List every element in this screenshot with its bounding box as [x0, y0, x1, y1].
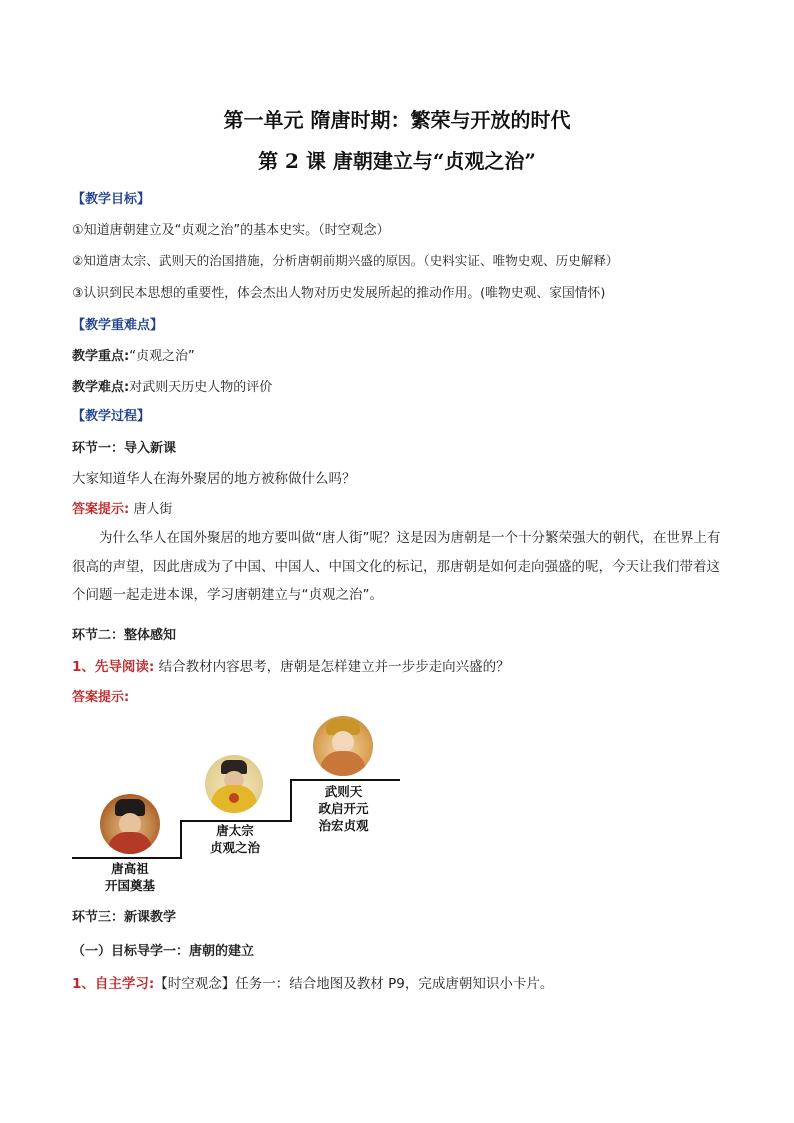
wu-zetian-portrait	[313, 716, 373, 776]
process-heading: 【教学过程】	[72, 409, 151, 424]
unit-title: 第一单元 隋唐时期：繁荣与开放的时代	[223, 108, 571, 132]
self-study-task	[72, 972, 553, 992]
wu-zetian-caption	[306, 783, 381, 834]
focus-label: 教学重点:	[72, 349, 130, 364]
task-text: 【时空观念】任务一：结合地图及教材 P9，完成唐朝知识小卡片。	[154, 976, 554, 992]
objective-item-3: ③认识到民本思想的重要性，体会杰出人物对历史发展所起的推动作用。(唯物史观、家国情怀)	[72, 286, 606, 301]
reading-label: 1、先导阅读:	[72, 659, 155, 675]
answer-hint-2: 答案提示:	[72, 690, 130, 705]
teaching-focus	[72, 345, 195, 364]
focus-text: “贞观之治”	[129, 349, 195, 364]
difficulty-text: 对武则天历史人物的评价	[129, 380, 273, 395]
goal1-heading: （一）目标导学一：唐朝的建立	[72, 944, 255, 959]
tang-gaozu-portrait	[100, 794, 160, 854]
key-points-heading: 【教学重难点】	[72, 318, 164, 333]
wu-zetian-note-2: 治宏贞观	[318, 818, 369, 833]
answer-label: 答案提示:	[72, 502, 130, 517]
objective-item-1: ①知道唐朝建立及“贞观之治”的基本史实。（时空观念）	[72, 223, 390, 238]
step3-heading: 环节三：新课教学	[72, 910, 177, 925]
task-label: 1、自主学习:	[72, 976, 155, 992]
teaching-difficulty	[72, 376, 272, 395]
tang-gaozu-caption	[94, 860, 166, 894]
difficulty-label: 教学难点:	[72, 380, 130, 395]
intro-question: 大家知道华人在海外聚居的地方被称做什么吗？	[72, 471, 356, 487]
tang-gaozu-note: 开国奠基	[104, 878, 155, 893]
objective-item-2: ②知道唐太宗、武则天的治国措施，分析唐朝前期兴盛的原因。（史料实证、唯物史观、历史解释）	[72, 253, 619, 268]
reading-text: 结合教材内容思考，唐朝是怎样建立并一步步走向兴盛的？	[154, 659, 510, 675]
tang-taizong-caption	[199, 822, 271, 856]
wu-zetian-name: 武则天	[324, 784, 363, 799]
tang-taizong-note: 贞观之治	[209, 840, 260, 855]
answer-text: 唐人街	[129, 502, 173, 517]
tang-taizong-portrait	[205, 755, 263, 813]
wu-zetian-note-1: 政启开元	[318, 801, 369, 816]
intro-paragraph: 为什么华人在国外聚居的地方要叫做“唐人街”呢？这是因为唐朝是一个十分繁荣强大的朝代，在世界上有很高的声望，因此唐成为了中国、中国人、中国文化的标记，那唐朝是如何走向强盛的呢，今天让我们带着这个问题一起走进本课，学习唐朝建立与“贞观之治”。	[72, 530, 721, 603]
answer-hint-1	[72, 498, 172, 517]
objectives-heading: 【教学目标】	[72, 192, 151, 207]
step2-heading: 环节二：整体感知	[72, 628, 177, 643]
guided-reading	[72, 655, 510, 675]
tang-gaozu-name: 唐高祖	[111, 861, 149, 876]
step1-heading: 环节一：导入新课	[72, 441, 177, 456]
tang-taizong-name: 唐太宗	[216, 823, 254, 838]
lesson-title: 第 2 课 唐朝建立与“贞观之治”	[258, 149, 536, 173]
